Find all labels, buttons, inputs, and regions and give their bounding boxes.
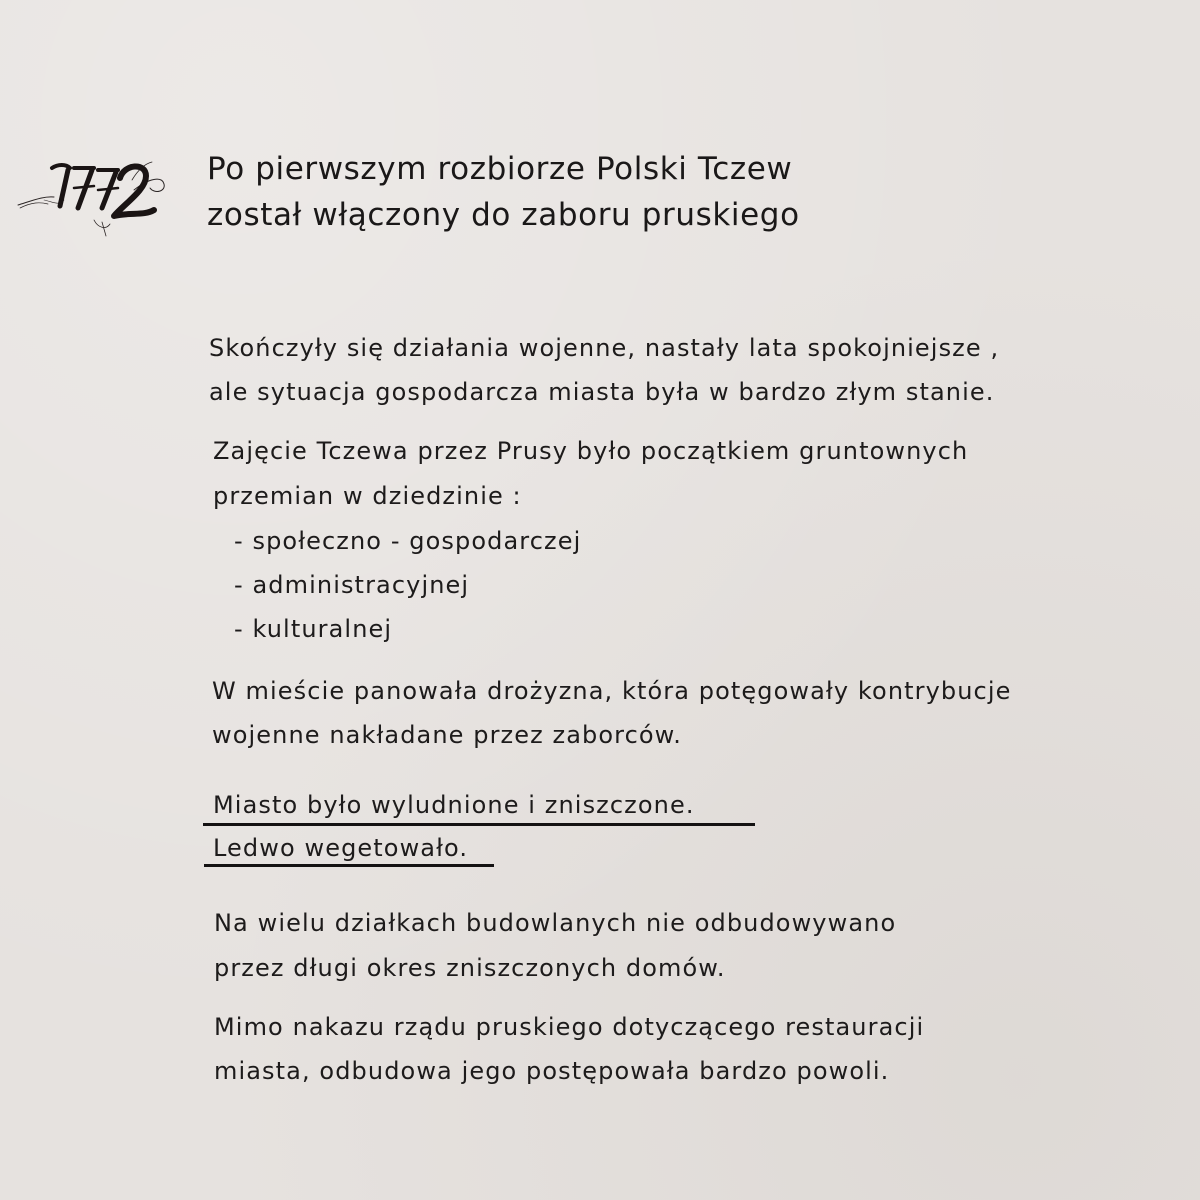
- list-item-socio-economic: - społeczno - gospodarczej: [234, 527, 582, 555]
- paragraph-6-line-2: miasta, odbudowa jego postępowała bardzo powoli.: [214, 1057, 890, 1085]
- paragraph-3-line-1: W mieście panowała drożyzna, która potęgowały kontrybucje: [212, 677, 1012, 705]
- paragraph-2-line-1: Zajęcie Tczewa przez Prusy było początkiem gruntownych: [213, 437, 969, 465]
- paragraph-3-line-2: wojenne nakładane przez zaborców.: [212, 721, 682, 749]
- paragraph-2-line-2: przemian w dziedzinie :: [213, 482, 522, 510]
- paragraph-6-line-1: Mimo nakazu rządu pruskiego dotyczącego restauracji: [214, 1013, 925, 1041]
- paragraph-1-line-1: Skończyły się działania wojenne, nastały lata spokojniejsze ,: [209, 334, 1000, 362]
- page-title: [207, 146, 800, 238]
- title-line-1: Po pierwszym rozbiorze Polski Tczew: [207, 151, 793, 187]
- list-item-cultural: - kulturalnej: [234, 615, 393, 643]
- underline-1: [203, 823, 755, 826]
- paragraph-4-line-2-underlined: Ledwo wegetowało.: [213, 834, 469, 862]
- paragraph-5-line-2: przez długi okres zniszczonych domów.: [214, 954, 726, 982]
- title-line-2: został włączony do zaboru pruskiego: [207, 197, 800, 233]
- paragraph-1-line-2: ale sytuacja gospodarcza miasta była w bardzo złym stanie.: [209, 378, 995, 406]
- underline-2: [204, 864, 494, 867]
- paragraph-4-line-1-underlined: Miasto było wyludnione i zniszczone.: [213, 791, 695, 819]
- year-1772-calligraphic-emblem: [14, 150, 174, 240]
- paragraph-5-line-1: Na wielu działkach budowlanych nie odbudowywano: [214, 909, 897, 937]
- list-item-administrative: - administracyjnej: [234, 571, 470, 599]
